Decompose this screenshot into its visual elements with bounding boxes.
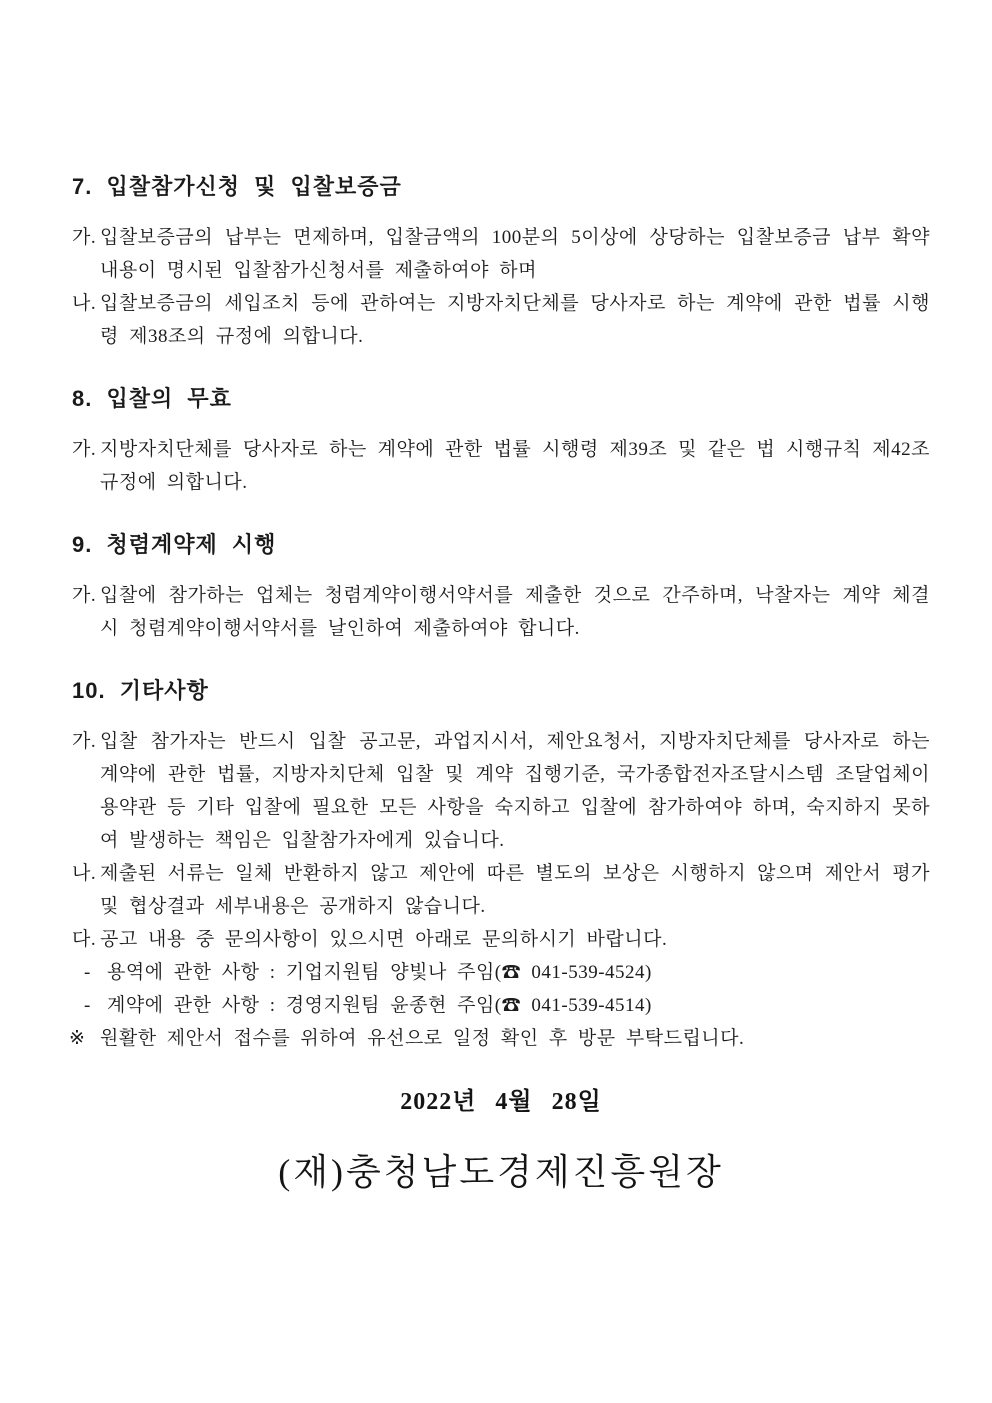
list-item [72, 923, 930, 956]
list-item [72, 579, 930, 645]
section-heading: 7. 입찰참가신청 및 입찰보증금 [72, 174, 402, 199]
item-text: 입찰 참가자는 반드시 입찰 공고문, 과업지시서, 제안요청서, 지방자치단체를 당사자로 하는 계약에 관한 법률, 지방자치단체 입찰 및 계약 집행기준, 국가종합전자조달시스템 조달업체이용약관 등 기타 입찰에 필요한 모든 사항을 숙지하고 입찰에 참가하여야 하며, 숙지하지 못하여 발생하는 책임은 입찰참가자에게 있습니다. [100, 731, 930, 851]
section-bid-invalidity [72, 384, 930, 499]
contact-line-service [72, 956, 930, 989]
item-text: 공고 내용 중 문의사항이 있으시면 아래로 문의하시기 바랍니다. [100, 929, 668, 950]
list-item [72, 857, 930, 923]
list-item [72, 221, 930, 287]
reference-mark-icon: ※ [69, 1028, 86, 1049]
section-miscellaneous [69, 676, 930, 1055]
item-text: 제출된 서류는 일체 반환하지 않고 제안에 따른 별도의 보상은 시행하지 않으며 제안서 평가 및 협상결과 세부내용은 공개하지 않습니다. [100, 863, 930, 917]
section-integrity-contract [72, 530, 930, 645]
contact-text: 용역에 관한 사항 : 기업지원팀 양빛나 주임(☎ 041-539-4524) [107, 962, 652, 983]
contact-line-contract [72, 989, 930, 1022]
list-item [72, 287, 930, 353]
contact-text: 계약에 관한 사항 : 경영지원팀 윤종현 주임(☎ 041-539-4514) [107, 995, 652, 1016]
item-label: 가. [72, 585, 97, 606]
note-line [69, 1022, 930, 1055]
item-text: 입찰보증금의 납부는 면제하며, 입찰금액의 100분의 5이상에 상당하는 입찰보증금 납부 확약내용이 명시된 입찰참가신청서를 제출하여야 하며 [100, 227, 930, 281]
list-item [72, 433, 930, 499]
item-label: 가. [72, 439, 97, 460]
dash-bullet: - [84, 962, 91, 983]
item-label: 나. [72, 293, 97, 314]
note-text: 원활한 제안서 접수를 위하여 유선으로 일정 확인 후 방문 부탁드립니다. [100, 1028, 745, 1049]
section-heading: 10. 기타사항 [72, 678, 209, 703]
section-heading: 8. 입찰의 무효 [72, 386, 232, 411]
item-label: 다. [72, 929, 97, 950]
item-text: 입찰보증금의 세입조치 등에 관하여는 지방자치단체를 당사자로 하는 계약에 관한 법률 시행령 제38조의 규정에 의합니다. [100, 293, 930, 347]
item-text: 입찰에 참가하는 업체는 청렴계약이행서약서를 제출한 것으로 간주하며, 낙찰자는 계약 체결시 청렴계약이행서약서를 날인하여 제출하여야 합니다. [100, 585, 930, 639]
section-heading: 9. 청렴계약제 시행 [72, 532, 277, 557]
document-date: 2022년 4월 28일 [400, 1089, 602, 1115]
section-bid-application-and-deposit [72, 172, 930, 353]
item-label: 가. [72, 731, 97, 752]
list-item [72, 725, 930, 857]
item-label: 가. [72, 227, 97, 248]
issuer-signature: (재)충청남도경제진흥원장 [278, 1152, 724, 1192]
dash-bullet: - [84, 995, 91, 1016]
item-text: 지방자치단체를 당사자로 하는 계약에 관한 법률 시행령 제39조 및 같은 법 시행규칙 제42조 규정에 의합니다. [100, 439, 930, 493]
item-label: 나. [72, 863, 97, 884]
